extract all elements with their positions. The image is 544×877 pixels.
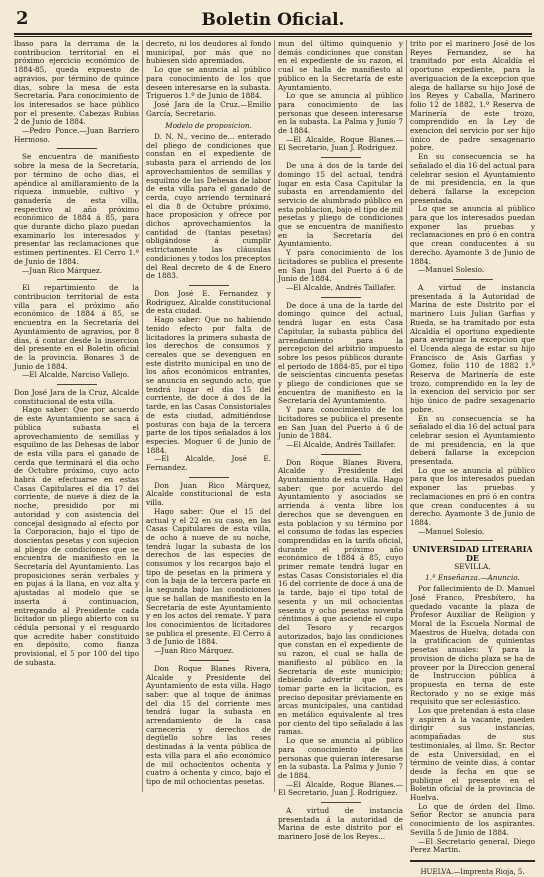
column-2	[146, 40, 271, 792]
notice	[146, 482, 271, 656]
notice	[278, 302, 403, 450]
column-separator	[274, 40, 275, 792]
notice-text: Y para conocimiento de los licitadores se publica el presente en San Juan del Puerto á 6 de Junio de 1884.	[278, 405, 403, 441]
notice-text: Lo que se anuncia al público para conocimiento de las personas que deseen interesarse en la subasta. La Palma y Junio 7 de 1884.	[278, 91, 403, 136]
notice	[278, 459, 403, 798]
divider	[321, 454, 361, 455]
notice-signature: —Manuel Solesio.	[418, 526, 485, 536]
header-rule-thin	[14, 36, 532, 37]
notice	[14, 284, 139, 380]
notice-signature: —El Alcalde, José E. Fernandez.	[146, 454, 271, 473]
notice	[146, 290, 271, 473]
notice-text: Lo que se anuncia al público para conocimiento de las personas que quieran interesarse en la subasta. La Palma y Junio 7 de 1884.	[278, 736, 403, 780]
notice-text: Se encuentra de manifiesto sobre la mesa de la Secretaría, por término de ocho dias, el apéndice al amillaramiento de la riqueza inmueble, cultivo y ganadería de esta villa, respectivo al año próximo económico de 1884 á 85, para que durante dicho plazo puedan examinarlo los interesados y presentar las reclamaciones que estimen pertinentes. El Cerro 1.º de Junio de 1884.	[14, 152, 139, 266]
notice-text: Hago saber: Que el 15 del actual y el 22 en su caso, en las Casas Capitulares de esta villa, de ocho á nueve de su noche, tendrá lugar la subasta de los derechos de las especies de consumos y los recargos bajo el tipo de pesetas en la primera y con la baja de la tercera parte en la segunda bajo las condiciones que se hallan de manifiesto en la Secretaría de este Ayuntamiento y en los actos del remate. Y para los conocimientos de licitadores se publica el presente. El Cerro á 3 de Junio de 1884.	[146, 506, 271, 647]
notice	[14, 40, 139, 144]
notice	[278, 40, 403, 153]
notice-text: decreto, ni los deudores al fondo municipal, por más que no hubiesen sido apremiados.	[146, 39, 271, 66]
divider	[321, 802, 361, 803]
notice-signature: —Juan Rico Márquez.	[154, 646, 235, 656]
notice	[278, 807, 403, 842]
notice-text: A virtud de instancia presentada á la Autoridad de Marina de este Distrito por el marinero Luis Julian Garfias y Rueda, se ha tramitado por esta Alcaldía el oportuno expediente para averiguar la excepcion que el Ucenda alega de estar su hijo Francisco de Asis Garfias y Gomez, folio 110 de 1882 1.º Reserva de Marinería de este trozo, comprendido en la ley de la exencion del servicio por ser hijo único de padre sexagenario pobre.	[410, 282, 535, 414]
notice-signature: —El Alcalde, Andrés Taillafer.	[286, 439, 396, 449]
header-rule	[14, 33, 532, 35]
notice-text: Hago saber: Que por acuerdo de este Ayuntamiento se saca á pública subasta el aprovechamiento de semillas y esquilmo de las Dehesas de labor de esta villa para el ganado de cerda que terminará el dia ocho de Octubre próximo, cuyo acto habrá de efectuarse en estas Casas Capitulares el dia 17 del corriente, de nueve á diez de la noche, presidido por mi autoridad y con asistencia del concejal designado al efecto por la Corporacion, bajo el tipo de doscientas pesetas y con sujecion al pliego de condiciones que se encuentra de manifiesto en la Secretaría del Ayuntamiento. Las proposiciones serán verbales y en pujas á la llana, en voz alta y ajustadas al modelo que se inserta á continuacion, entregando al Presidente cada licitador un pliego abierto con su cédula personal y el resguardo que acredite haber constituido en depósito, como fianza provisional, el 5 por 100 del tipo de subasta.	[14, 405, 139, 667]
notice-text: Los que pretendan á esta clase y aspiren á la vacante, pueden dirigir sus instancias, acompañadas de sus testimoniales, al Ilmo. Sr. Rector de esta Universidad, en el término de veinte dias, á contar desde la fecha en que se publique el presente en el Boletin oficial de la provincia de Huelva.	[410, 706, 535, 803]
notice-text: A virtud de instancia presentada á la autoridad de Marina de este distrito por el marinero José de los Reyes...	[278, 806, 403, 842]
divider	[453, 279, 493, 280]
notice-text: Don Roque Blanes Rivera, Alcalde y Presidente del Ayuntamiento de esta villa. Hago saber: que al toque de ánimas del dia 15 del corriente mes tendrá lugar la subasta en arrendamiento de la casa carnecería y derechos de degüello sobre las reses destinadas á la venta pública de esta villa para el año económico de mil ochocientos ochenta y cuatro á ochenta y cinco, bajo el tipo de mil ochocientas pesetas.	[146, 663, 271, 786]
model-heading: Modelo de proposicion.	[165, 121, 252, 131]
notice	[146, 665, 271, 787]
notice-signature: —Juan Rico Márquez.	[22, 265, 103, 275]
notice-text: De una á dos de la tarde del domingo 15 del actual, tendrá lugar en esta Casa Capitular la subasta en arrendamiento del servicio de alumbrado público en esta poblacion, bajo el tipo de mil pesetas y pliego de condiciones que se encuentra de manifiesto en la Secretaría del Ayuntamiento.	[278, 161, 403, 249]
notice	[278, 162, 403, 293]
divider	[453, 540, 493, 541]
announcement-heading: 1.ª Enseñanza.—Anuncio.	[425, 573, 520, 583]
notice-text: El repartimiento de la contribucion territorial de esta villa para el próximo año económico de 1884 á 85, se encuentra en la Secretaría del Ayuntamiento de agravios, por 8 dias, á contar desde la insercion del presente en el Boletin oficial de la provincia. Bonares 3 de Junio de 1884.	[14, 283, 139, 371]
notice-signature: —El Secretario general, Diego Perez Martin.	[410, 836, 535, 855]
column-1	[14, 40, 139, 792]
footer-rule	[410, 860, 535, 862]
page-number: 2	[16, 8, 29, 29]
page-header	[14, 8, 532, 32]
notice-text: D. N. N., vecino de... enterado del pliego de condiciones que constan en el expediente de subasta para el arriendo de los aprovechamientos de semillas y esquilmo de las Dehesas de labor de esta villa para el ganado de cerda, cuyo arriendo terminará el dia 8 de Octubre próximo, hace proposicion y ofrece por dichos aprovechamientos la cantidad de (tantas pesetas) obligándose á cumplir estrictamente las cláusulas condiciones y todos los preceptos del Real decreto de 4 de Enero de 1883.	[146, 132, 271, 281]
notice-text: trito por el marinero José de los Reyes Fernandez, se ha tramitado por esta Alcaldía el oportuno expediente, para la averiguacion de la excepcion que alega de hallarse su hijo José de los Reyes y Caballa, Marinero folio 12 de 1882, 1.º Reserva de Marinería de este trozo, comprendido en la Ley de exencion del servicio por ser hijo único de padre sexagenario pobre.	[410, 39, 535, 153]
notice-text: Don Roque Blanes Rivera, Alcalde y Presidente del Ayuntamiento de esta villa. Hago saber: que por acuerdo del Ayuntamiento y asociados se arrienda á venta libre los derechos que se devenguen en esta poblacion y su término por el consumo de todas las especies comprendidas en la tarifa oficial, durante el próximo año económico de 1884 á 85, cuyo primer remate tendrá lugar en estas Casas Consistoriales el dia 16 del corriente de doce á una de la tarde, bajo el tipo total de sesenta y un mil ochocientas sesenta y ocho pesetas noventa céntimos á que asciende el cupo del Tesoro y recargos autorizados, bajo las condiciones que constan en el expediente de su razon, el cual se halla de manifiesto al público en la Secretaría de este municipio; debiendo advertir que para tomar parte en la licitacion, es preciso depositar préviamente en arcas municipales, una cantidad en metálico equivalente al tres por ciento del tipo señalado á las ramas.	[278, 457, 403, 737]
column-separator	[142, 40, 143, 792]
notice-text: Lo que se anuncia al público para que los interesados puedan exponer las pruebas y reclamaciones en pró ó en contra que crean conducentes á su derecho. Ayamonte 3 de Junio de 1884.	[410, 465, 535, 527]
notice-signature: —El Alcalde, Andrés Taillafer.	[286, 282, 396, 292]
notice-text: mun del último quinquenio y demás condiciones que constan en el expediente de su razon, el cual se halla de manifiesto al público en la Secretaría de este Ayuntamiento.	[278, 39, 403, 92]
university-heading: UNIVERSIDAD LITERARIA DE	[412, 544, 533, 564]
printer-imprint: HUELVA.—Imprenta Rioja, 5.	[420, 867, 525, 876]
notice	[14, 389, 139, 668]
notice-signature: —El Alcalde, Roque Blanes.—El Secretario, Juan J. Rodriguez.	[278, 134, 403, 153]
notice-text: Hago saber: Que no habiendo tenido efecto por falta de licitadores la primera subasta de los derechos de consumos y cereales que se devenguen en este distrito municipal en uno de los años económicos entrantes, se anuncia en segundo acto, que tendrá lugar el dia 15 del corriente, de doce á dos de la tarde, en las Casas Consistoriales de esta ciudad, admitiéndose posturas con baja de la tercera parte de los tipos señalados á los especies. Moguer 6 de Junio de 1884.	[146, 315, 271, 455]
divider	[57, 384, 97, 385]
notice	[14, 153, 139, 275]
notice-text: Lo que se anuncia al público para que los interesados puedan exponer las pruebas y reclamaciones en pró ó en contra que crean conducentes á su derecho. Ayamonte 3 de Junio de 1884.	[410, 204, 535, 266]
notice	[146, 133, 271, 281]
notice-text: De doce á una de la tarde del domingo quince del actual, tendrá lugar en esta Casa Capitular, la subasta pública del arrendamiento para la percepcion del arbitrio impuesto sobre los pesos públicos durante el periodo de 1884-85, por el tipo de seiscientas cincuenta pesetas y pliego de condiciones que se encuentra de manifiesto en la Secretaría del Ayuntamiento.	[278, 300, 403, 406]
notice	[410, 284, 535, 536]
notice-text: Don Juan Rico Márquez, Alcalde constitucional de esta villa.	[146, 480, 271, 508]
university-city: SEVILLA.	[454, 561, 491, 571]
divider	[321, 157, 361, 158]
notice-text: Don José E. Fernandez y Rodriguez, Alcalde constitucional de esta ciudad.	[146, 288, 271, 316]
notice	[410, 585, 535, 855]
notice-signature: —Pedro Ponce.—Juan Barriero Hermoso.	[14, 126, 139, 144]
notice-signature: José Jara de la Cruz.—Emilio García, Secretario.	[146, 99, 271, 118]
notice-text: Lo que de órden del Ilmo. Señor Rector se anuncia para conocimiento de los aspirantes. Sevilla 5 de Junio de 1884.	[410, 801, 535, 837]
notice-text: En su consecuencia se ha señalado el dia 16 del actual para celebrar sesion el Ayuntamiento de mi presidencia, en la que deberá fallarse la excepcion presentada.	[410, 152, 536, 205]
newspaper-title: Boletin Oficial.	[201, 10, 345, 30]
notice-signature: —El Alcalde, Narciso Vallejo.	[22, 370, 130, 380]
notice-text: Y para conocimiento de los licitadores se publica el presente en San Juan del Puerto á 6 de Junio de 1884.	[278, 248, 403, 284]
notice-text: lbaso para la derrama de la contribucion territorial en el próximo ejercicio económico de 1884-85, queda expuesto de agravios, por término de quince dias, sobre la mesa de esta Secretaría. Para conocimiento de los interesados se hace público por el presente. Cabezas Rubias 2 de Junio de 1884.	[14, 39, 139, 127]
notice	[410, 40, 535, 275]
notice-text: Don José Jara de la Cruz, Alcalde constitucional de esta villa.	[14, 388, 139, 406]
column-3	[278, 39, 403, 842]
notice-signature: —Manuel Solesio.	[418, 265, 485, 275]
notice-text: En su consecuencia se ha señalado el dia 16 del actual para celebrar sesion el Ayuntamiento de mi presidencia, en la que deberá fallarse la excepcion presentada.	[410, 413, 536, 467]
divider	[321, 297, 361, 298]
divider	[57, 148, 97, 149]
divider	[189, 660, 229, 661]
notice-signature: —El Alcalde, Roque Blanes.—El Secretario, Juan J. Rodriguez.	[278, 779, 403, 798]
notice-text: Lo que se anuncia al público para conocimiento de los que deseen interesarse en la subasta. Trigueros 1.º de Junio de 1884.	[146, 65, 271, 101]
notice	[146, 40, 271, 118]
divider	[57, 279, 97, 280]
notice-text: Por fallecimiento de D. Manuel José Franco, Presbítero, ha quedado vacante la plaza de Profesor Auxiliar de Religion y Moral de la Escuela Normal de Maestros de Huelva, dotada con la gratificacion de quinientas pesetas anuales: Y para la provision de dicha plaza se ha de proveer por la Direccion general de Instruccion pública á propuesta en terna de este Rectorado y no se exige más requisito que ser eclesiástico.	[410, 584, 535, 707]
column-4	[410, 39, 536, 876]
column-separator	[406, 40, 407, 792]
divider	[189, 477, 229, 478]
divider	[189, 285, 229, 286]
